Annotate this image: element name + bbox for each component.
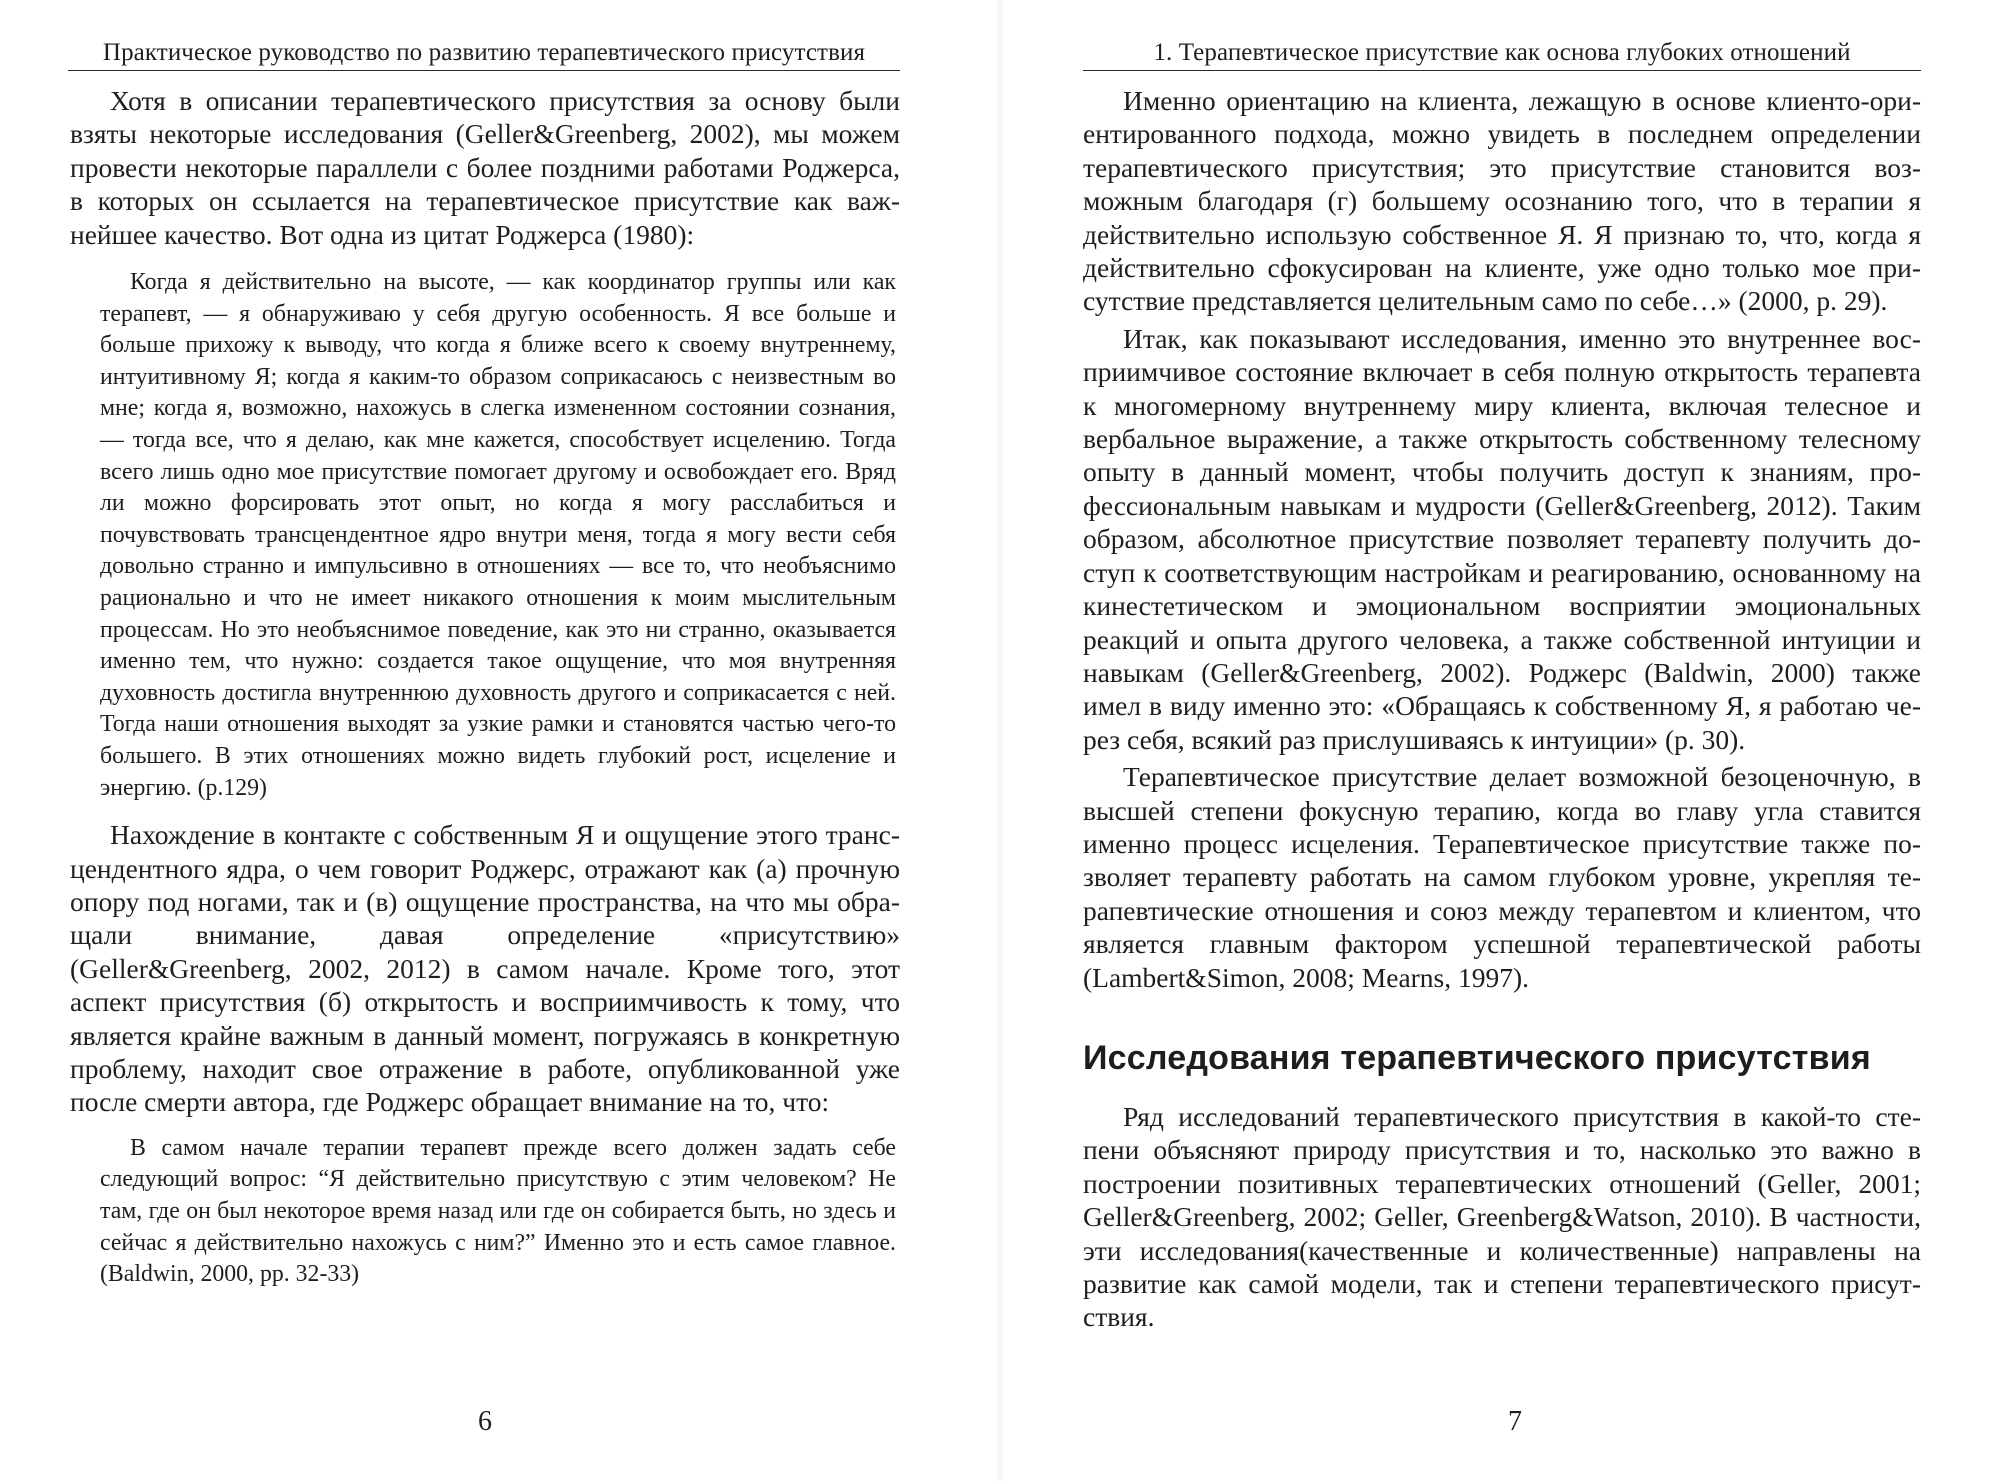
left-paragraph-2: Нахождение в контакте с собственным Я и ощущение этого трансцендентного ядра, о чем говорит Роджерс, отражают как (а) прочную опору под ногами, так и (в) ощущение пространства, на что мы обращали внимание, давая определение «присутствию» (Geller&Greenberg, 2002, 2012) в самом начале. Кроме того, этот аспект присутствия (б) открытость и восприимчивость к тому, что является крайне важным в данный момент, погружаясь в конкретную проблему, находит свое отражение в работе, опубликованной уже после смерти автора, где Роджерс обращает внимание на то, что:: [70, 819, 900, 1118]
right-paragraph-1: Именно ориентацию на клиента, лежащую в основе клиенто-ориентированного подхода, можно увидеть в последнем определении терапевтического присутствия; это присутствие становится возможным благодаря (г) большему осознанию того, что в терапии я действительно использую собственное Я. Я признаю то, что, когда я действительно сфокусирован на клиенте, уже одно только мое присутствие представляется целительным само по себе…» (2000, p. 29).: [1083, 85, 1921, 317]
right-page-content: [1083, 84, 1921, 1334]
section-heading: Исследования терапевтического присутствия: [1083, 1038, 1871, 1077]
running-head-left: Практическое руководство по развитию терапевтического присутствия: [68, 38, 900, 71]
page-number-right: 7: [1508, 1406, 1522, 1437]
page-number-left: 6: [478, 1406, 492, 1437]
left-quote-baldwin-2000: В самом начале терапии терапевт прежде всего должен задать себе следующий вопрос: “Я действительно присутствую с этим человеком? Не там, где он был некоторое время назад или где он собирается быть, но здесь и сейчас я действительно нахожусь с ним?” Именно это и есть самое главное. (Baldwin, 2000, pp. 32-33): [100, 1134, 896, 1288]
right-paragraph-4: Ряд исследований терапевтического присутствия в какой-то степени объясняют природу присутствия и то, насколько это важно в построении позитивных терапевтических отношений (Geller, 2001; Geller&Greenberg, 2002; Geller, Greenberg&Watson, 2010). В частности, эти исследования(качественные и количественные) направлены на развитие как самой модели, так и степени терапевтического присутствия.: [1083, 1100, 1921, 1333]
running-head-right: 1. Терапевтическое присутствие как основа глубоких отношений: [1083, 38, 1921, 71]
right-paragraph-3: Терапевтическое присутствие делает возможной безоценочную, в высшей степени фокусную терапию, когда во главу угла ставится именно процесс исцеления. Терапевтическое присутствие также позволяет терапевту работать на самом глубоком уровне, укрепляя терапевтические отношения и союз между терапевтом и клиентом, что является главным фактором успешной терапевтической работы (Lambert&Simon, 2008; Mearns, 1997).: [1083, 761, 1921, 993]
left-quote-rogers-1980: Когда я действительно на высоте, — как координатор группы или как терапевт, — я обнаруживаю у себя другую особенность. Я все больше и больше прихожу к выводу, что когда я ближе всего к своему внутреннему, интуитивному Я; когда я каким-то образом соприкасаюсь с неизвестным во мне; когда я, возможно, нахожусь в слегка измененном состоянии сознания, — тогда все, что я делаю, как мне кажется, способствует исцелению. Тогда всего лишь одно мое присутствие помогает другому и освобождает его. Вряд ли можно форсировать этот опыт, но когда я могу расслабиться и почувствовать трансцендентное ядро внутри меня, тогда я могу вести себя довольно странно и импульсивно в отношениях — все то, что необъяснимо рационально и что не имеет никакого отношения к моим мыслительным процессам. Но это необъяснимое поведение, как это ни странно, оказывается именно тем, что нужно: создается такое ощущение, что моя внутренняя духовность достигла внутреннюю духовность другого и соприкасается с ней. Тогда наши отношения выходят за узкие рамки и становятся частью чего-то большего. В этих отношениях можно видеть глубокий рост, исцеление и энергию. (p.129): [100, 269, 896, 801]
right-paragraph-2: Итак, как показывают исследования, именно это внутреннее восприимчивое состояние включает в себя полную открытость терапевта к многомерному внутреннему миру клиента, включая телесное и вербальное выражение, а также открытость собственному телесному опыту в данный момент, чтобы получить доступ к знаниям, профессиональным навыкам и мудрости (Geller&Greenberg, 2012). Таким образом, абсолютное присутствие позволяет терапевту получить доступ к соответствующим настройкам и реагированию, основанному на кинестетическом и эмоциональном восприятии эмоциональных реакций и опыта другого человека, а также собственной интуиции и навыкам (Geller&Greenberg, 2002). Роджерс (Baldwin, 2000) также имел в виду именно это: «Обращаясь к собственному Я, я работаю через себя, всякий раз прислушиваясь к интуиции» (p. 30).: [1083, 322, 1921, 755]
left-page-content: [70, 84, 900, 1291]
left-paragraph-1: Хотя в описании терапевтического присутствия за основу были взяты некоторые исследования (Geller&Greenberg, 2002), мы можем провести некоторые параллели с более поздними работами Роджерса, в которых он ссылается на терапевтическое присутствие как важнейшее качество. Вот одна из цитат Роджерса (1980):: [70, 85, 900, 250]
right-page: [1000, 0, 2000, 1481]
